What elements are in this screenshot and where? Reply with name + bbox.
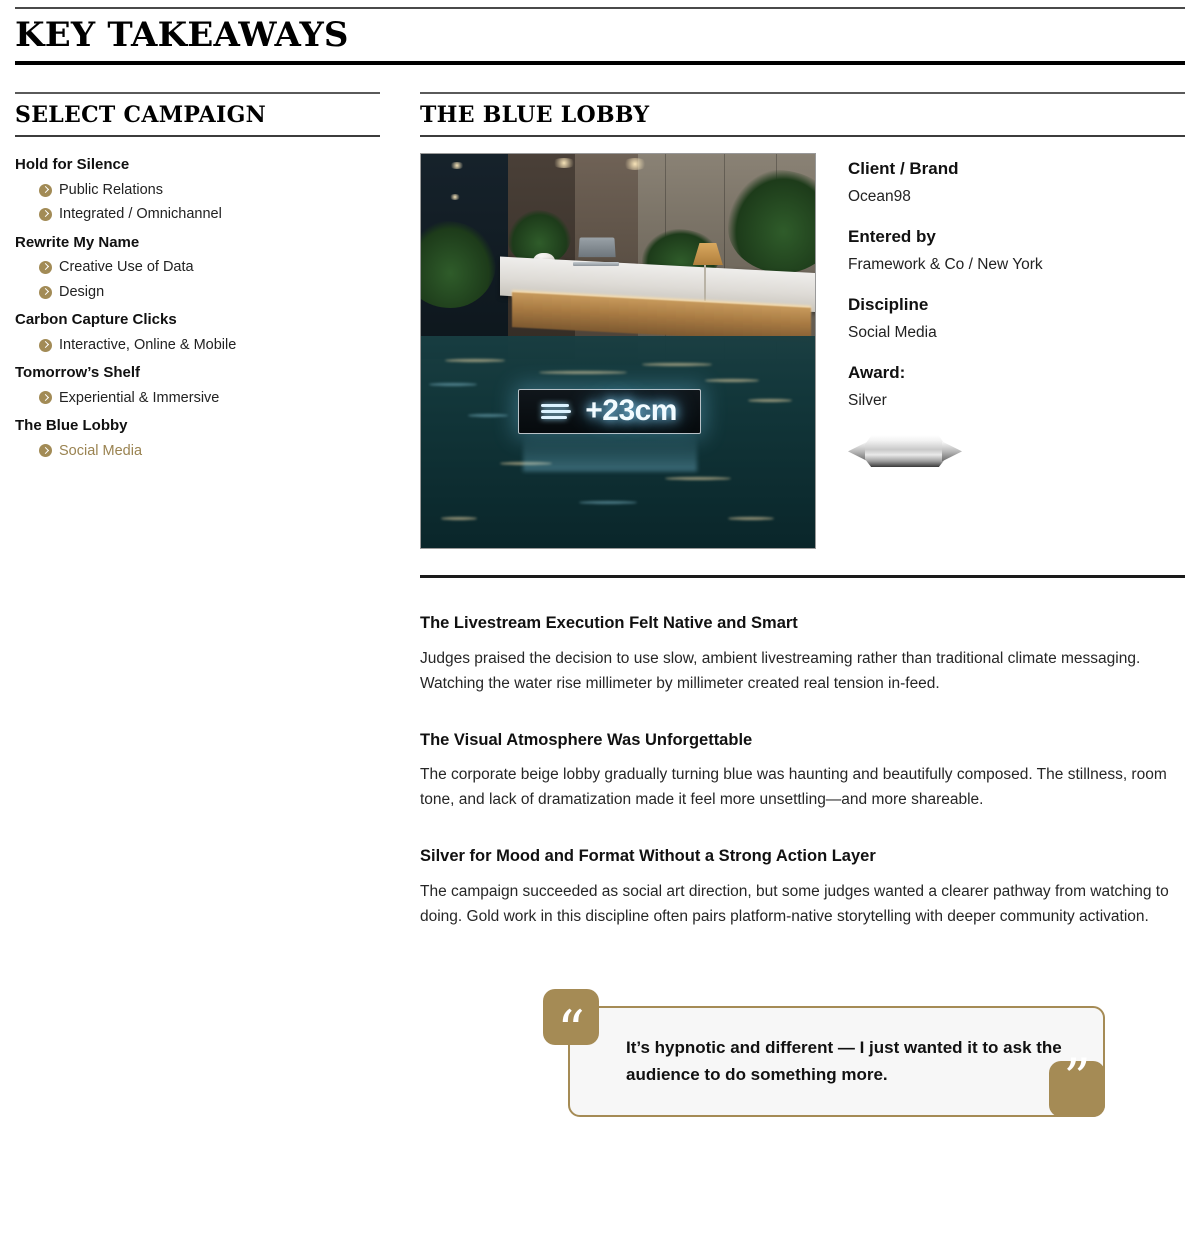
campaign-name-carbon-capture-clicks[interactable]: Carbon Capture Clicks <box>15 311 177 329</box>
laptop <box>578 238 615 258</box>
sign-reflection <box>523 436 696 471</box>
water-ripple <box>705 379 759 382</box>
page-title: KEY TAKEAWAYS <box>15 15 349 55</box>
campaign-hero-image <box>420 153 816 549</box>
chevron-right-icon <box>39 208 52 221</box>
sidebar-item-creative-use-of-data[interactable] <box>15 255 380 279</box>
chevron-right-icon <box>39 184 52 197</box>
judge-quote-block <box>535 989 1105 1117</box>
chevron-right-icon <box>39 286 52 299</box>
chevron-right-icon <box>39 444 52 457</box>
two-column-layout <box>15 92 1185 1116</box>
takeaway-body: Judges praised the decision to use slow, ambient livestreaming rather than traditional climate messaging. Watching the water rise millimeter by millimeter created real tension in-feed. <box>420 649 1141 692</box>
water-level-sign <box>518 389 701 434</box>
detail-heading: THE BLUE LOBBY <box>420 102 650 129</box>
takeaway-title: The Visual Atmosphere Was Unforgettable <box>420 730 753 749</box>
chevron-right-icon <box>39 391 52 404</box>
campaign-group <box>15 229 380 304</box>
meta-value-client-brand: Ocean98 <box>848 188 911 206</box>
campaign-list <box>15 137 380 463</box>
column-gutter <box>380 92 420 1116</box>
water-waves-icon <box>541 399 575 423</box>
meta-value-entered-by: Framework & Co / New York <box>848 256 1043 274</box>
silver-medal-icon <box>848 429 962 473</box>
water-level-value: +23cm <box>585 394 677 428</box>
sidebar-item-integrated-omnichannel[interactable] <box>15 202 380 226</box>
sidebar-item-interactive-online-mobile[interactable] <box>15 333 380 357</box>
quote-open-glyph: “ <box>557 998 585 1062</box>
campaign-name-tomorrows-shelf[interactable]: Tomorrow’s Shelf <box>15 364 141 382</box>
takeaway-body: The campaign succeeded as social art direction, but some judges wanted a clearer pathway from watching to doing. Gold work in this discipline often pairs platform-native storytelling with deeper community activation. <box>420 882 1169 925</box>
ceiling-light <box>449 194 461 200</box>
sidebar-item-social-media[interactable] <box>15 439 380 463</box>
takeaway-title: Silver for Mood and Format Without a Strong Action Layer <box>420 847 876 866</box>
sidebar <box>15 92 380 1116</box>
discipline-label: Public Relations <box>59 181 163 198</box>
campaign-detail-card <box>420 137 1185 549</box>
quote-close-glyph: ” <box>1063 1046 1091 1110</box>
meta-value-award: Silver <box>848 392 887 410</box>
campaign-group <box>15 151 380 226</box>
discipline-label: Design <box>59 283 105 300</box>
water-ripple <box>441 517 477 520</box>
sidebar-item-design[interactable] <box>15 280 380 304</box>
chevron-right-icon <box>39 261 52 274</box>
page-title-underline <box>15 61 1185 65</box>
meta-label-award: Award: <box>848 363 906 383</box>
chevron-right-icon <box>39 339 52 352</box>
meta-label-client-brand: Client / Brand <box>848 159 959 179</box>
discipline-label: Interactive, Online & Mobile <box>59 336 237 353</box>
sidebar-item-experiential-immersive[interactable] <box>15 386 380 410</box>
meta-label-discipline: Discipline <box>848 295 929 315</box>
takeaways-list <box>420 578 1185 928</box>
water-ripple <box>728 517 774 520</box>
campaign-group <box>15 306 380 357</box>
campaign-name-rewrite-my-name[interactable]: Rewrite My Name <box>15 233 140 251</box>
key-takeaways-page <box>0 7 1200 1250</box>
meta-label-entered-by: Entered by <box>848 227 936 247</box>
medal-tip-right <box>942 441 962 461</box>
sidebar-heading: SELECT CAMPAIGN <box>15 102 267 129</box>
quote-text: It’s hypnotic and different — I just wanted it to ask the audience to do something more. <box>626 1037 1062 1085</box>
desk-lamp-stem <box>704 265 706 301</box>
discipline-label: Creative Use of Data <box>59 259 194 276</box>
takeaway-title: The Livestream Execution Felt Native and Smart <box>420 614 798 633</box>
takeaway-item <box>420 845 1185 928</box>
quote-close-icon <box>1049 1046 1105 1117</box>
takeaway-item <box>420 612 1185 695</box>
quote-open-icon <box>543 989 599 1062</box>
discipline-label: Social Media <box>59 442 143 459</box>
discipline-label: Integrated / Omnichannel <box>59 206 222 223</box>
campaign-group <box>15 359 380 410</box>
water-ripple <box>429 383 477 386</box>
water-ripple <box>748 399 792 402</box>
campaign-name-the-blue-lobby[interactable]: The Blue Lobby <box>15 417 128 435</box>
campaign-meta-list <box>848 153 1185 549</box>
takeaway-item <box>420 729 1185 812</box>
detail-panel <box>420 92 1185 1116</box>
discipline-label: Experiential & Immersive <box>59 389 220 406</box>
meta-value-discipline: Social Media <box>848 324 937 342</box>
quote-box <box>568 1006 1105 1117</box>
sidebar-item-public-relations[interactable] <box>15 178 380 202</box>
medal-body <box>865 435 945 467</box>
laptop-base <box>573 262 619 266</box>
campaign-group <box>15 412 380 463</box>
takeaway-body: The corporate beige lobby gradually turning blue was haunting and beautifully composed. The stillness, room tone, and lack of dramatization made it feel more unsettling—and more shareable. <box>420 766 1167 809</box>
campaign-name-hold-for-silence[interactable]: Hold for Silence <box>15 156 130 174</box>
